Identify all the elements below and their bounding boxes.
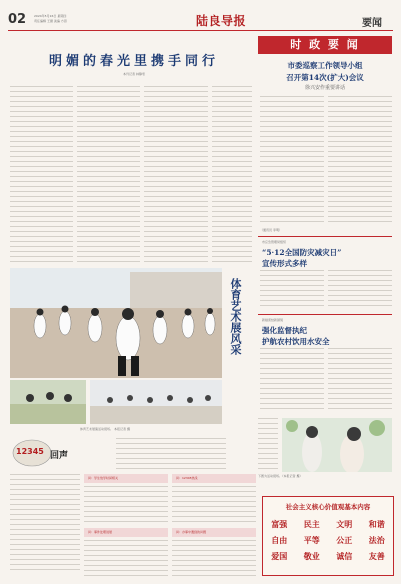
- divider-1: [258, 236, 392, 237]
- story1-credit: （通讯员 李明）: [260, 228, 282, 232]
- story1-title: 召开第14次(扩大)会议: [286, 73, 364, 82]
- main-byline: 本刊记者 林静雯: [123, 72, 145, 76]
- story3-title: 强化监督执纪: [262, 326, 307, 335]
- story1-subtitle: 徐兴安作重要讲话: [304, 85, 345, 91]
- value-item: 民主: [303, 519, 320, 529]
- value-item: 富强: [271, 519, 288, 529]
- story1-kicker: 市委巡察工作领导小组: [287, 61, 363, 70]
- story3-kicker: 新婚喜结新颜貌: [262, 318, 284, 322]
- photo-small-2: [90, 380, 222, 424]
- politics-banner-title: 时 政 要 闻: [290, 38, 360, 51]
- article-column-1: [10, 86, 73, 264]
- core-values-title: 社会主义核心价值观基本内容: [285, 503, 371, 511]
- value-item: 敬业: [303, 551, 320, 561]
- value-item: 自由: [271, 535, 288, 545]
- hotline-column-2: [84, 486, 168, 524]
- hotline-column-5: [172, 540, 256, 576]
- politics-banner: [258, 36, 392, 54]
- hotline-intro-text: [116, 438, 226, 470]
- q-tag-4: [172, 528, 256, 537]
- core-values-grid: [263, 519, 393, 562]
- q-tag-1: [172, 474, 256, 483]
- story3-title-line2: 护航农村饮用水安全: [262, 337, 330, 346]
- q-tag-4-text: 问：办事中遇到的问题: [176, 530, 207, 534]
- value-item: 平等: [303, 535, 320, 545]
- article-column-2: [77, 86, 140, 264]
- q-tag-3: [84, 528, 168, 537]
- story2-column-2: [328, 270, 392, 310]
- value-item: 诚信: [336, 551, 353, 561]
- right-photo-caption: 下图为活动现场。（本报记者 摄）: [258, 474, 303, 478]
- issue-editors: 责任编辑 王薇 美编 方思: [34, 19, 67, 23]
- core-values-row: [263, 535, 393, 546]
- value-item: 法治: [368, 535, 385, 545]
- main-photo: [10, 268, 222, 378]
- hotline-logo: [12, 438, 74, 468]
- story1-column-2: [328, 96, 392, 226]
- main-headline: 明媚的春光里携手同行: [48, 54, 219, 69]
- right-photo: [282, 418, 392, 472]
- article-column-4: [212, 86, 252, 264]
- story2-column-1: [260, 270, 324, 310]
- story2-title: “5·12全国防灾减灾日”: [262, 248, 342, 257]
- hotline-column-1: [10, 474, 80, 574]
- main-photo-caption: 体育艺术展演活动现场。 本报记者 摄: [80, 427, 130, 431]
- section-title: 要闻: [362, 18, 382, 29]
- core-values-box: [262, 496, 394, 576]
- value-item: 爱国: [271, 551, 288, 561]
- story2-kicker: 市应急管理局组织: [262, 240, 287, 244]
- value-item: 友善: [368, 551, 385, 561]
- story2-title-line2: 宣传形式多样: [262, 259, 307, 268]
- value-item: 文明: [336, 519, 353, 529]
- value-item: 和谐: [368, 519, 385, 529]
- story3-column-2: [328, 348, 392, 410]
- core-values-row: [263, 519, 393, 530]
- hotline-title: 回声: [50, 451, 69, 461]
- right-photo-side-text: [258, 418, 278, 472]
- value-item: 公正: [336, 535, 353, 545]
- hotline-column-3: [84, 540, 168, 576]
- hotline-number: 12345: [16, 447, 44, 456]
- side-headline: 体育艺术展风采: [229, 278, 242, 355]
- story3-column-1: [260, 348, 324, 410]
- q-tag-1-text: 问：12345热线: [176, 476, 198, 480]
- article-column-3: [144, 86, 208, 264]
- q-tag-2: [84, 474, 168, 483]
- q-tag-3-text: 问：事件处理进展: [88, 530, 113, 534]
- story1-column-1: [260, 96, 324, 226]
- photo-small-1: [10, 380, 86, 424]
- q-tag-2-text: 问：学生放学时间相关: [88, 476, 119, 480]
- core-values-row: [263, 551, 393, 562]
- hotline-column-4: [172, 486, 256, 524]
- issue-date: 2024年5月16日 星期四: [34, 14, 67, 18]
- header-rule: [8, 30, 393, 31]
- page-number: 02: [8, 12, 27, 27]
- divider-2: [258, 314, 392, 315]
- newspaper-logo: 陆良导报: [196, 14, 247, 28]
